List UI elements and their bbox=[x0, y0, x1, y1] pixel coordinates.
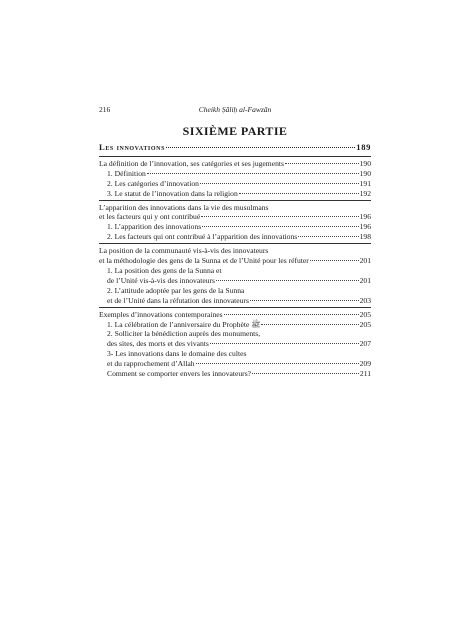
toc-item-line bbox=[99, 189, 371, 199]
dot-leader bbox=[298, 236, 358, 237]
toc-item-line bbox=[99, 232, 371, 242]
toc-item-line-text: 2. Solliciter la bénédiction auprès des monuments, bbox=[107, 329, 261, 339]
dot-leader bbox=[252, 373, 359, 374]
toc-section bbox=[99, 143, 371, 153]
toc-heading-line bbox=[99, 203, 371, 213]
toc-heading-line-page: 190 bbox=[359, 158, 371, 168]
dot-leader bbox=[196, 363, 359, 364]
toc-item-line bbox=[99, 222, 371, 232]
toc-item-line bbox=[99, 339, 371, 349]
dot-leader bbox=[216, 280, 359, 281]
toc-item-line-text: des sites, des morts et des vivants bbox=[107, 339, 209, 349]
toc-item-line-page: 191 bbox=[359, 178, 371, 188]
dot-leader bbox=[261, 324, 358, 325]
toc-item-line bbox=[99, 296, 371, 306]
running-header bbox=[99, 105, 371, 117]
toc-heading-line-text: L’apparition des innovations dans la vie des musulmans bbox=[99, 202, 269, 212]
toc-heading-line bbox=[99, 212, 371, 222]
toc-item-line-text: de l’Unité vis-à-vis des innovateurs bbox=[107, 275, 215, 285]
toc-heading-line-text: et la méthodologie des gens de la Sunna et de l’Unité pour les réfuter bbox=[99, 256, 309, 266]
toc-item-line-text: 1. La célébration de l’anniversaire du Prophète ﷺ bbox=[107, 319, 261, 329]
toc-item-line-page: 190 bbox=[359, 168, 371, 178]
divider bbox=[99, 243, 371, 244]
toc-section-page: 189 bbox=[356, 142, 371, 152]
toc-item-line-text: 2. Les catégories d’innovation bbox=[107, 178, 199, 188]
divider bbox=[99, 156, 371, 157]
dot-leader bbox=[147, 173, 359, 174]
toc-item-line bbox=[99, 359, 371, 369]
toc-item-line-page: 192 bbox=[359, 188, 371, 198]
toc-item-line-text: 3- Les innovations dans le domaine des cultes bbox=[107, 349, 247, 359]
toc-item-line-text: 3. Le statut de l’innovation dans la religion bbox=[107, 188, 238, 198]
dot-leader bbox=[210, 343, 359, 344]
toc-item-line-text: 2. L’attitude adoptée par les gens de la Sunna bbox=[107, 285, 245, 295]
toc-item-line-text: Comment se comporter envers les innovateurs? bbox=[107, 369, 252, 379]
toc-heading-line bbox=[99, 256, 371, 266]
page-number: 216 bbox=[99, 105, 111, 114]
toc-item-line-page: 205 bbox=[359, 319, 371, 329]
table-of-contents bbox=[99, 143, 371, 379]
dot-leader bbox=[166, 147, 355, 148]
dot-leader bbox=[250, 300, 359, 301]
toc-item-line bbox=[99, 369, 371, 379]
toc-item-line-page: 211 bbox=[359, 369, 371, 379]
toc-heading-line-page: 196 bbox=[359, 212, 371, 222]
toc-item-line bbox=[99, 276, 371, 286]
toc-heading-line-page: 201 bbox=[359, 256, 371, 266]
dot-leader bbox=[202, 226, 358, 227]
toc-item-line bbox=[99, 266, 371, 276]
toc-item-line-text: 1. L’apparition des innovations bbox=[107, 222, 202, 232]
dot-leader bbox=[239, 193, 359, 194]
dot-leader bbox=[200, 183, 359, 184]
dot-leader bbox=[310, 260, 359, 261]
divider bbox=[99, 307, 371, 308]
toc-heading-line-text: La définition de l’innovation, ses catégories et ses jugements bbox=[99, 158, 284, 168]
toc-item-line bbox=[99, 286, 371, 296]
toc-heading-line-text: et les facteurs qui y ont contribué bbox=[99, 212, 201, 222]
toc-item-line-page: 196 bbox=[359, 222, 371, 232]
toc-item-line bbox=[99, 349, 371, 359]
toc-heading-line-page: 205 bbox=[359, 309, 371, 319]
toc-item-line-text: 2. Les facteurs qui ont contribué à l’apparition des innovations bbox=[107, 232, 298, 242]
toc-heading-line bbox=[99, 159, 371, 169]
toc-item-line bbox=[99, 320, 371, 330]
toc-item-line-text: et de l’Unité dans la réfutation des innovateurs bbox=[107, 295, 249, 305]
dot-leader bbox=[285, 163, 359, 164]
toc-item-line bbox=[99, 169, 371, 179]
dot-leader bbox=[201, 216, 358, 217]
toc-heading-line bbox=[99, 246, 371, 256]
toc-item-line-text: 1. La position des gens de la Sunna et bbox=[107, 265, 222, 275]
divider bbox=[99, 200, 371, 201]
toc-heading-line-text: Exemples d’innovations contemporaines bbox=[99, 309, 223, 319]
toc-item-line bbox=[99, 329, 371, 339]
toc-section-title: Les innovations bbox=[99, 142, 166, 152]
toc-item-line-page: 207 bbox=[359, 339, 371, 349]
toc-heading-line bbox=[99, 310, 371, 320]
toc-item-line-text: 1. Définition bbox=[107, 168, 146, 178]
toc-item-line bbox=[99, 179, 371, 189]
toc-item-line-page: 203 bbox=[359, 295, 371, 305]
toc-item-line-text: et du rapprochement d’Allah bbox=[107, 359, 195, 369]
running-title: Cheikh Ṣāliḥ al-Fawzān bbox=[198, 105, 272, 114]
toc-item-line-page: 198 bbox=[359, 232, 371, 242]
part-title: SIXIÈME PARTIE bbox=[182, 124, 288, 138]
toc-item-line-page: 201 bbox=[359, 275, 371, 285]
toc-item-line-page: 209 bbox=[359, 359, 371, 369]
toc-heading-line-text: La position de la communauté vis-à-vis des innovateurs bbox=[99, 246, 269, 256]
dot-leader bbox=[224, 314, 359, 315]
